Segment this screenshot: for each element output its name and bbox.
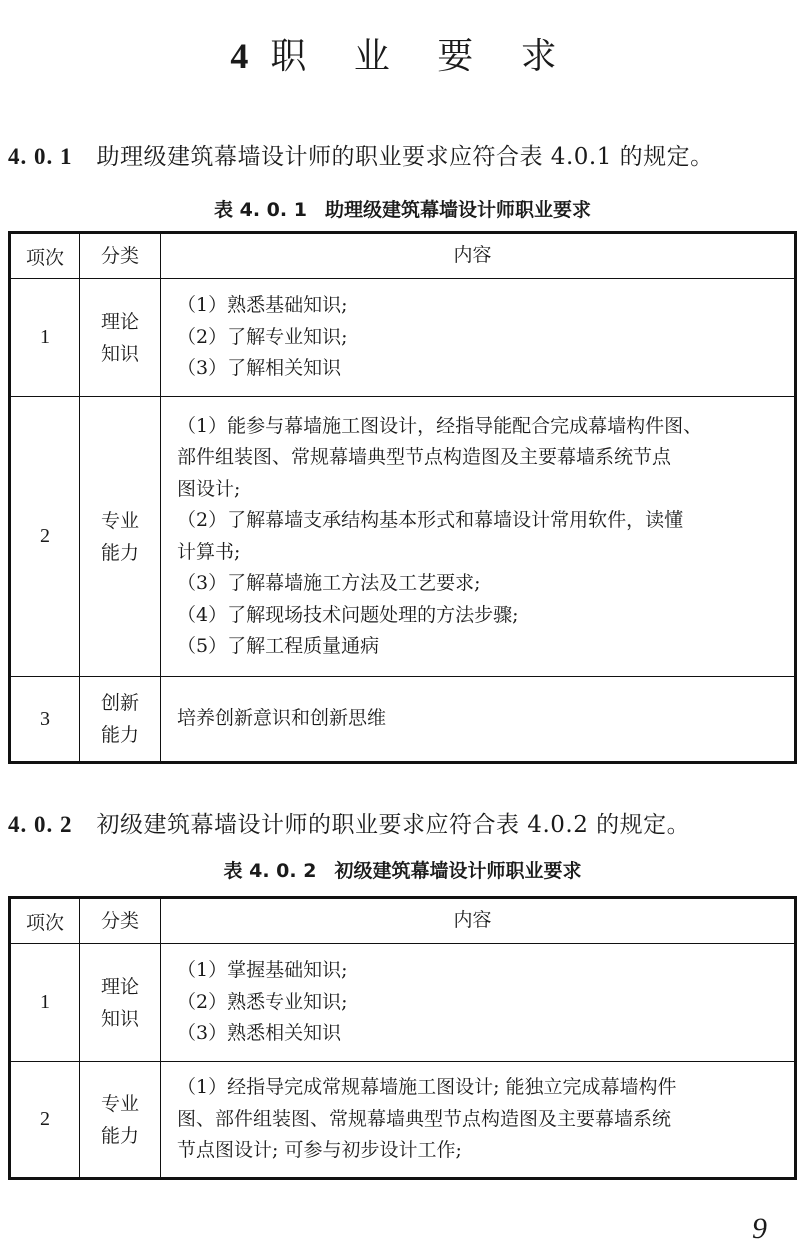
row-content: [161, 677, 796, 763]
content-line: （2）了解幕墙支承结构基本形式和幕墙设计常用软件，读懂: [177, 509, 684, 531]
row-content: [161, 397, 796, 677]
category-line: 能力: [100, 541, 139, 564]
row-content: [161, 944, 796, 1062]
table-header-row: [10, 233, 796, 279]
category-line: 专业: [100, 1092, 139, 1115]
content-line: （1）能参与幕墙施工图设计，经指导能配合完成幕墙构件图、: [177, 414, 703, 437]
category-line: 知识: [100, 1007, 139, 1030]
header-index: 项次: [10, 233, 80, 279]
category-line: 能力: [100, 724, 139, 746]
table-row: [10, 677, 796, 763]
content-line: 计算书;: [177, 540, 241, 563]
row-index: 2: [10, 397, 80, 677]
header-category: 分类: [80, 233, 161, 279]
table-caption-4-0-1: [0, 195, 805, 222]
header-category: 分类: [80, 898, 161, 944]
row-category: [80, 397, 161, 677]
content-line: （1）熟悉基础知识;: [177, 294, 348, 317]
clause-4-0-2: [8, 806, 690, 839]
category-line: 理论: [100, 310, 139, 333]
category-line: 知识: [100, 342, 139, 365]
clause-number: 4. 0. 1: [8, 144, 73, 169]
page-number: 9: [752, 1212, 767, 1245]
content-line: （4）了解现场技术问题处理的方法步骤;: [177, 603, 519, 626]
category-line: 创新: [100, 692, 139, 714]
category-line: 理论: [100, 975, 139, 998]
content-line: （1）经指导完成常规幕墙施工图设计; 能独立完成幕墙构件: [177, 1076, 677, 1099]
requirements-table-4-0-2: [8, 896, 797, 1180]
row-index: 1: [10, 279, 80, 397]
row-category: [80, 944, 161, 1062]
table-caption-number: 表 4. 0. 1: [214, 199, 307, 221]
chapter-number: 4: [230, 36, 249, 76]
table-row: [10, 279, 796, 397]
table-row: [10, 397, 796, 677]
table-caption-title: 初级建筑幕墙设计师职业要求: [334, 860, 582, 882]
chapter-title: [0, 28, 805, 79]
content-line: 图、部件组装图、常规幕墙典型节点构造图及主要幕墙系统: [177, 1107, 672, 1130]
table-caption-4-0-2: [0, 856, 805, 883]
chapter-title-text: 职 业 要 求: [270, 36, 575, 77]
row-category: [80, 1062, 161, 1179]
clause-text: 助理级建筑幕墙设计师的职业要求应符合表 4.0.1 的规定。: [96, 144, 714, 170]
content-line: （5）了解工程质量通病: [177, 635, 380, 657]
table-row: [10, 1062, 796, 1179]
content-line: 部件组装图、常规幕墙典型节点构造图及主要幕墙系统节点: [177, 446, 672, 468]
clause-number: 4. 0. 2: [8, 812, 73, 837]
content-line: （2）了解专业知识;: [177, 325, 348, 348]
row-index: 1: [10, 944, 80, 1062]
content-line: （3）熟悉相关知识: [177, 1022, 342, 1045]
content-line: （3）了解相关知识: [177, 357, 342, 380]
category-line: 专业: [100, 509, 139, 532]
content-line: （3）了解幕墙施工方法及工艺要求;: [177, 572, 481, 594]
content-line: 图设计;: [177, 477, 241, 500]
row-category: [80, 677, 161, 763]
clause-text: 初级建筑幕墙设计师的职业要求应符合表 4.0.2 的规定。: [96, 812, 691, 838]
table-caption-title: 助理级建筑幕墙设计师职业要求: [324, 199, 591, 221]
category-line: 能力: [100, 1124, 139, 1147]
requirements-table-4-0-1: [8, 231, 797, 764]
row-content: [161, 279, 796, 397]
content-line: 节点图设计; 可参与初步设计工作;: [177, 1139, 462, 1162]
row-content: [161, 1062, 796, 1179]
row-index: 2: [10, 1062, 80, 1179]
table-caption-number: 表 4. 0. 2: [223, 860, 317, 882]
row-category: [80, 279, 161, 397]
header-index: 项次: [10, 898, 80, 944]
table-header-row: [10, 898, 796, 944]
row-index: 3: [10, 677, 80, 763]
table-row: [10, 944, 796, 1062]
content-line: （1）掌握基础知识;: [177, 959, 348, 982]
header-content: 内容: [161, 233, 796, 279]
clause-4-0-1: [8, 138, 714, 171]
content-line: 培养创新意识和创新思维: [177, 707, 387, 730]
content-line: （2）熟悉专业知识;: [177, 990, 348, 1013]
header-content: 内容: [161, 898, 796, 944]
